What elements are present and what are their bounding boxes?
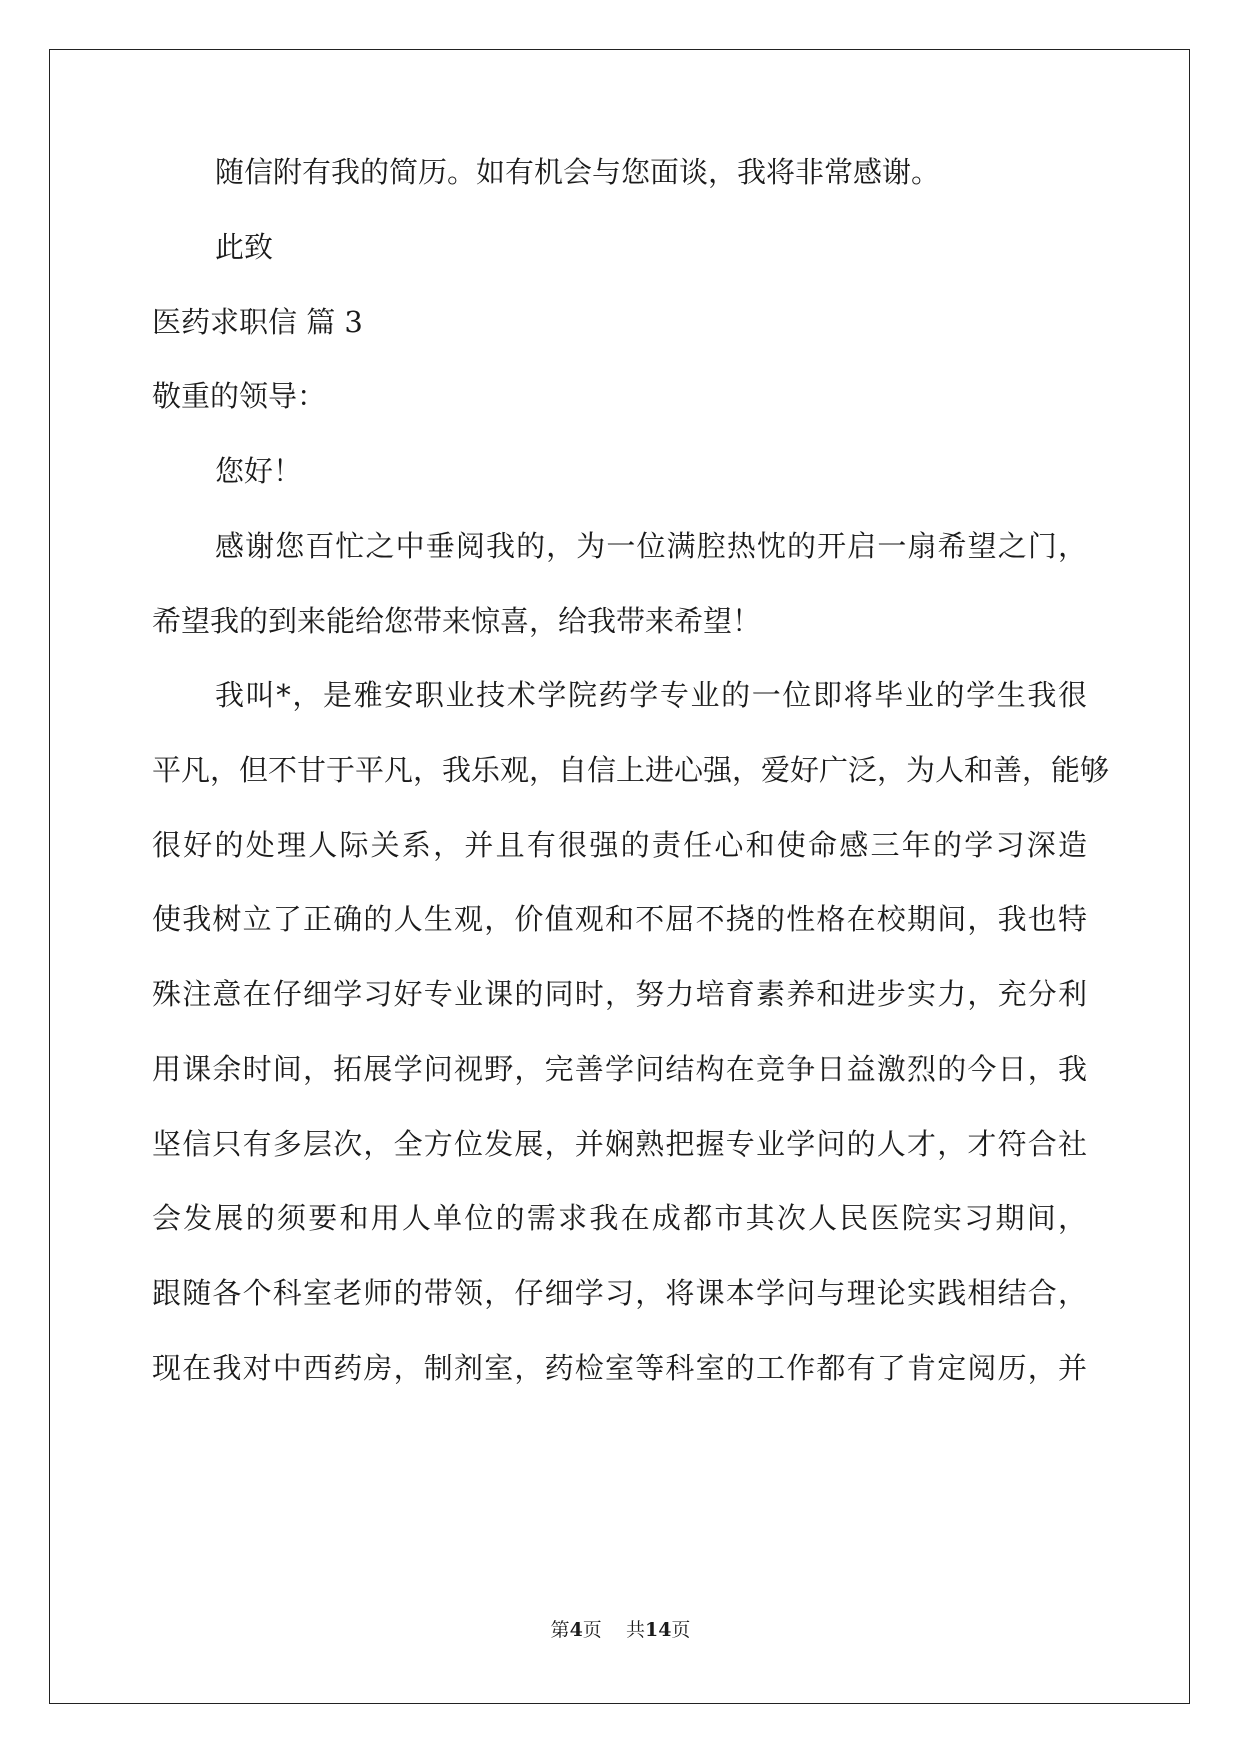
- paragraph-line: 很好的处理人际关系，并且有很强的责任心和使命感三年的学习深造: [152, 828, 1087, 862]
- total-pages-number: 14: [644, 1619, 672, 1641]
- page-number-footer: [0, 1618, 1241, 1642]
- page-border: [49, 49, 1190, 1704]
- greeting: 您好！: [215, 454, 303, 488]
- paragraph-line: 希望我的到来能给您带来惊喜，给我带来希望！: [152, 604, 762, 638]
- paragraph-line: 感谢您百忙之中垂阅我的，为一位满腔热忱的开启一扇希望之门，: [215, 529, 1087, 563]
- paragraph-line: 用课余时间，拓展学问视野，完善学问结构在竞争日益激烈的今日，我: [152, 1052, 1087, 1086]
- paragraph-line: 我叫*，是雅安职业技术学院药学专业的一位即将毕业的学生我很: [215, 678, 1087, 712]
- paragraph-line: 跟随各个科室老师的带领，仔细学习，将课本学问与理论实践相结合，: [152, 1276, 1087, 1310]
- paragraph-line: 坚信只有多层次，全方位发展，并娴熟把握专业学问的人才，才符合社: [152, 1127, 1087, 1161]
- paragraph-line: 使我树立了正确的人生观，价值观和不屈不挠的性格在校期间，我也特: [152, 902, 1087, 936]
- paragraph-line: 殊注意在仔细学习好专业课的同时，努力培育素养和进步实力，充分利: [152, 977, 1087, 1011]
- salutation: 敬重的领导：: [152, 379, 327, 413]
- footer-suffix: 页: [671, 1619, 691, 1641]
- current-page-number: 4: [569, 1619, 583, 1641]
- paragraph-line: 平凡，但不甘于平凡，我乐观，自信上进心强，爱好广泛，为人和善，能够: [152, 753, 1110, 787]
- section-heading: 医药求职信 篇 3: [152, 305, 363, 339]
- footer-prefix: 第: [550, 1619, 570, 1641]
- resume-note: 随信附有我的简历。如有机会与您面谈，我将非常感谢。: [215, 155, 941, 189]
- footer-middle: 页 共: [582, 1619, 645, 1641]
- closing: 此致: [215, 230, 274, 264]
- paragraph-line: 现在我对中西药房，制剂室，药检室等科室的工作都有了肯定阅历，并: [152, 1351, 1087, 1385]
- paragraph-line: 会发展的须要和用人单位的需求我在成都市其次人民医院实习期间，: [152, 1201, 1087, 1235]
